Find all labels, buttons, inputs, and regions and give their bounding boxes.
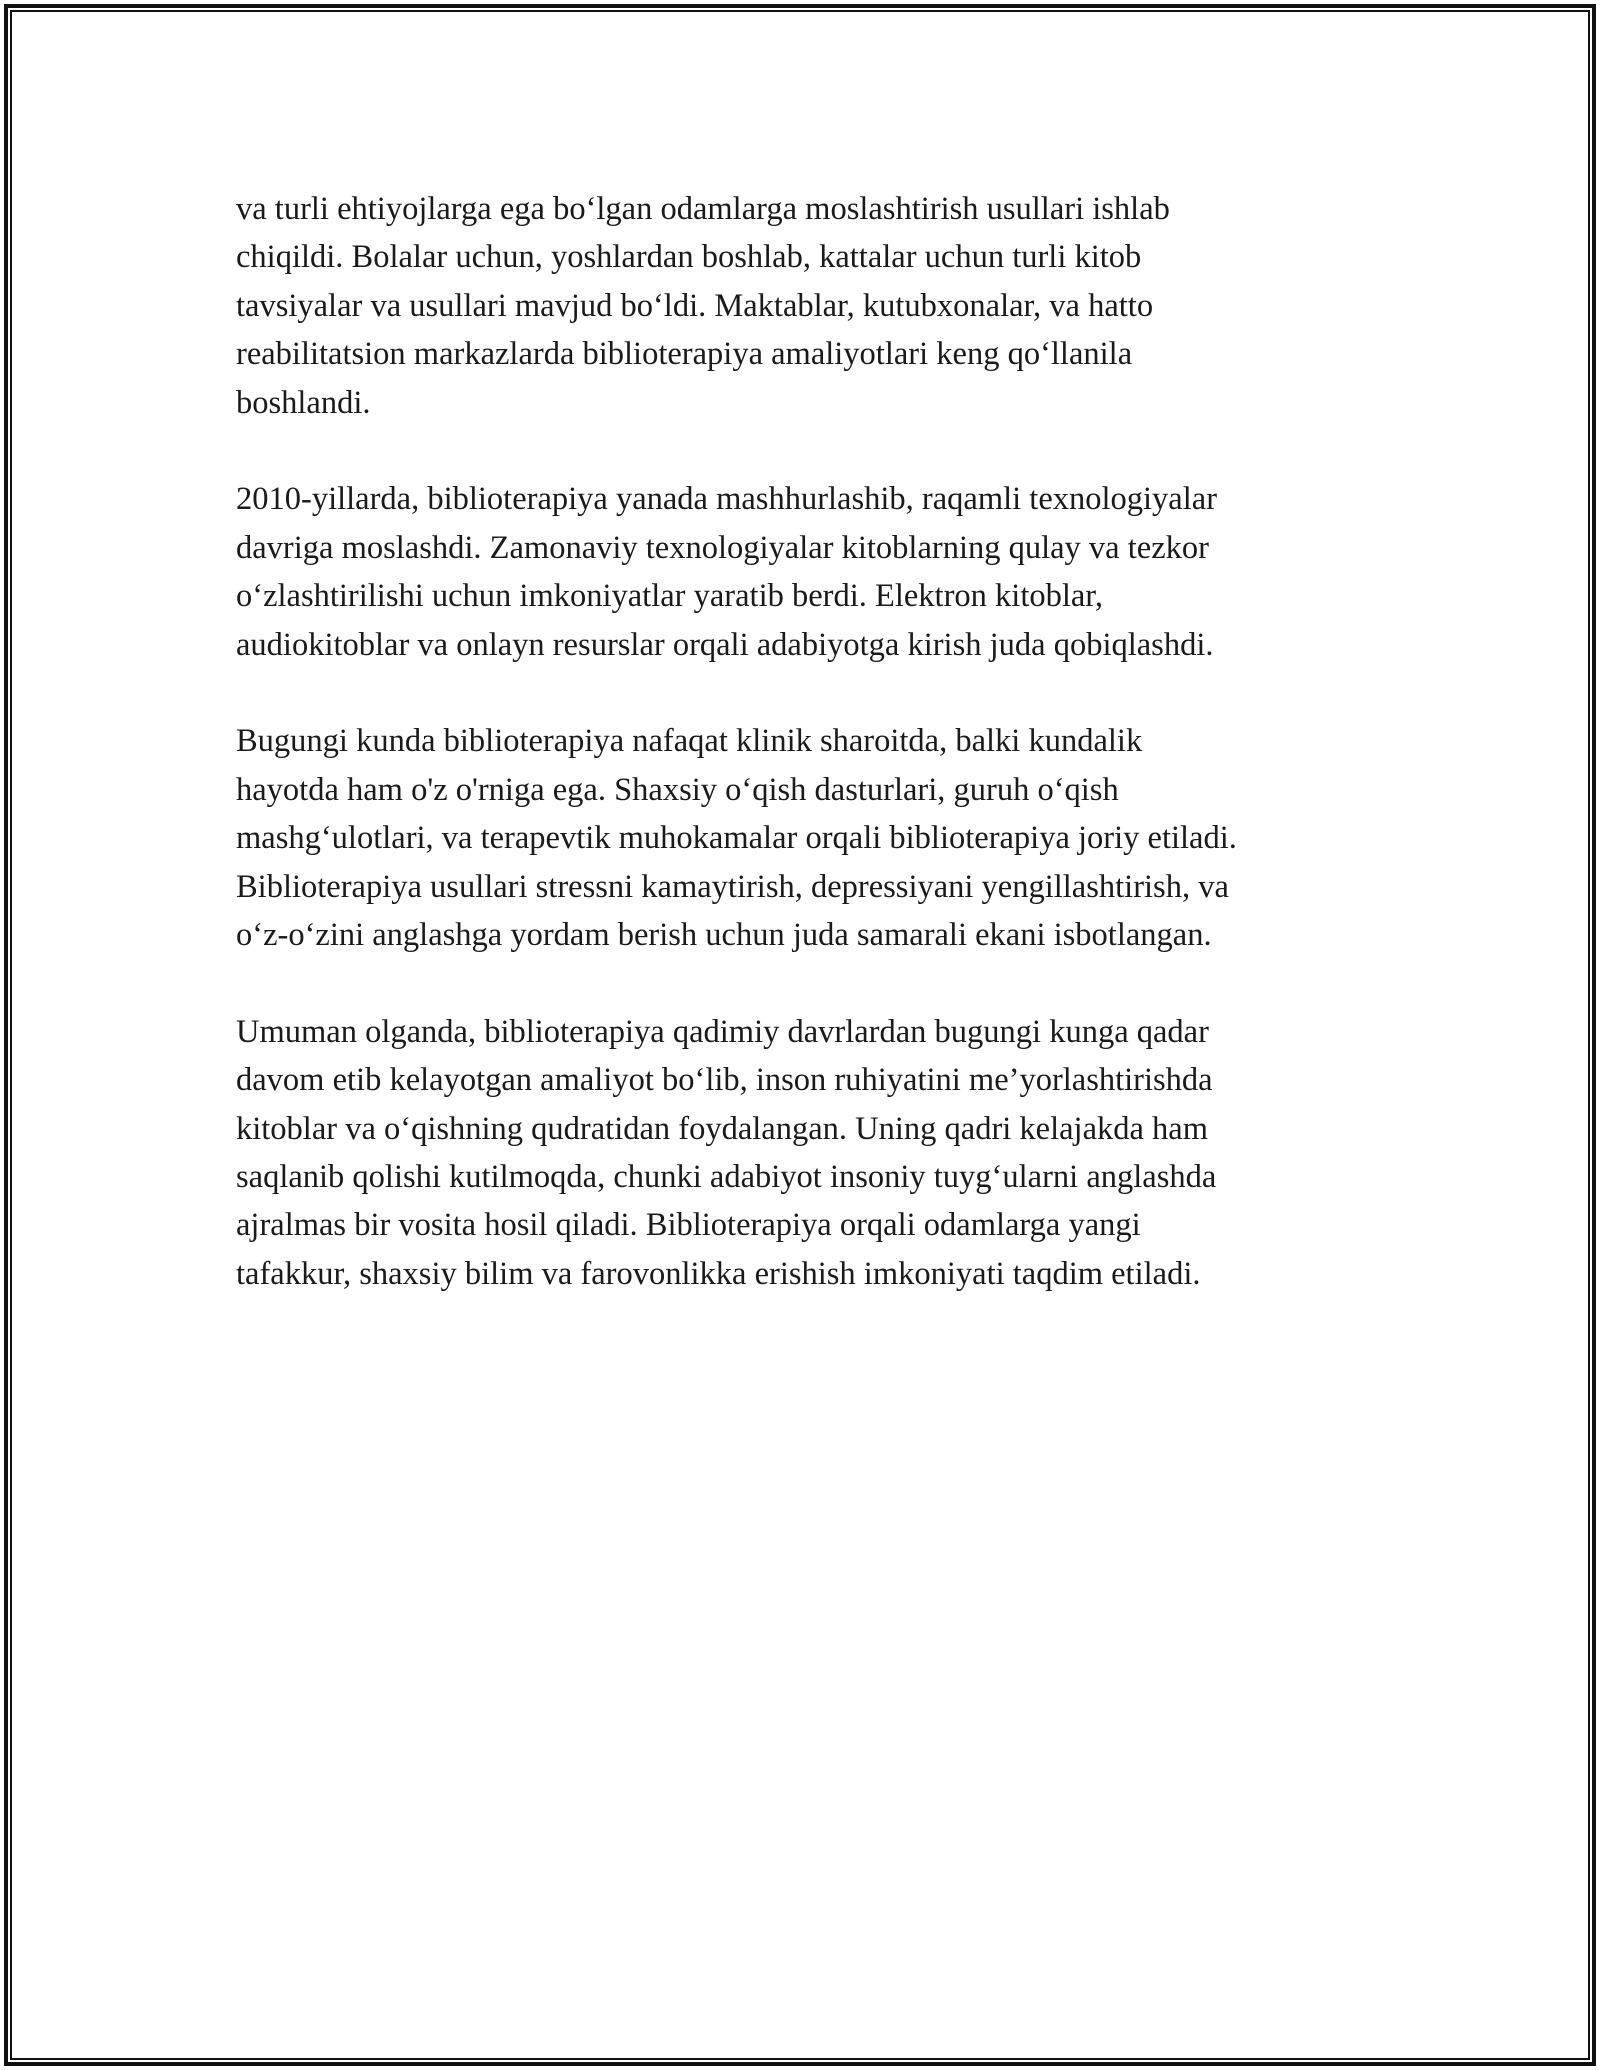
text-line: hayotda ham o'z o'rniga ega. Shaxsiy o‘qish dasturlari, guruh o‘qish	[236, 771, 1119, 808]
text-line: va turli ehtiyojlarga ega bo‘lgan odamlarga moslashtirish usullari ishlab	[236, 191, 1170, 227]
text-line: reabilitatsion markazlarda biblioterapiya amaliyotlari keng qo‘llanila	[236, 336, 1133, 373]
paragraph-3	[236, 717, 1401, 959]
paragraph-4	[236, 1008, 1401, 1298]
text-line: Biblioterapiya usullari stressni kamaytirish, depressiyani yengillashtirish, va	[236, 868, 1229, 905]
document-body	[236, 185, 1401, 1347]
text-line: tafakkur, shaxsiy bilim va farovonlikka erishish imkoniyati taqdim etiladi.	[236, 1255, 1201, 1292]
paragraph-1	[236, 185, 1401, 427]
text-line: tavsiyalar va usullari mavjud bo‘ldi. Maktablar, kutubxonalar, va hatto	[236, 287, 1154, 324]
text-line: boshlandi.	[236, 384, 371, 421]
text-line: o‘z-o‘zini anglashga yordam berish uchun juda samarali ekani isbotlangan.	[236, 917, 1212, 954]
text-line: saqlanib qolishi kutilmoqda, chunki adabiyot insoniy tuyg‘ularni anglashda	[236, 1159, 1217, 1196]
text-line: Bugungi kunda biblioterapiya nafaqat klinik sharoitda, balki kundalik	[236, 723, 1143, 760]
text-line: kitoblar va o‘qishning qudratidan foydalangan. Uning qadri kelajakda ham	[236, 1110, 1209, 1147]
text-line: Umuman olganda, biblioterapiya qadimiy davrlardan bugungi kunga qadar	[236, 1013, 1209, 1050]
text-line: audiokitoblar va onlayn resurslar orqali adabiyotga kirish juda qobiqlashdi.	[236, 626, 1214, 663]
text-line: mashg‘ulotlari, va terapevtik muhokamalar orqali biblioterapiya joriy etiladi.	[236, 820, 1237, 857]
text-line: chiqildi. Bolalar uchun, yoshlardan boshlab, kattalar uchun turli kitob	[236, 239, 1142, 276]
text-line: 2010-yillarda, biblioterapiya yanada mashhurlashib, raqamli texnologiyalar	[236, 481, 1218, 518]
text-line: ajralmas bir vosita hosil qiladi. Biblioterapiya orqali odamlarga yangi	[236, 1207, 1141, 1244]
text-line: davriga moslashdi. Zamonaviy texnologiyalar kitoblarning qulay va tezkor	[236, 529, 1209, 566]
text-line: davom etib kelayotgan amaliyot bo‘lib, inson ruhiyatini me’yorlashtirishda	[236, 1062, 1213, 1099]
text-line: o‘zlashtirilishi uchun imkoniyatlar yaratib berdi. Elektron kitoblar,	[236, 578, 1103, 615]
paragraph-2	[236, 475, 1401, 669]
